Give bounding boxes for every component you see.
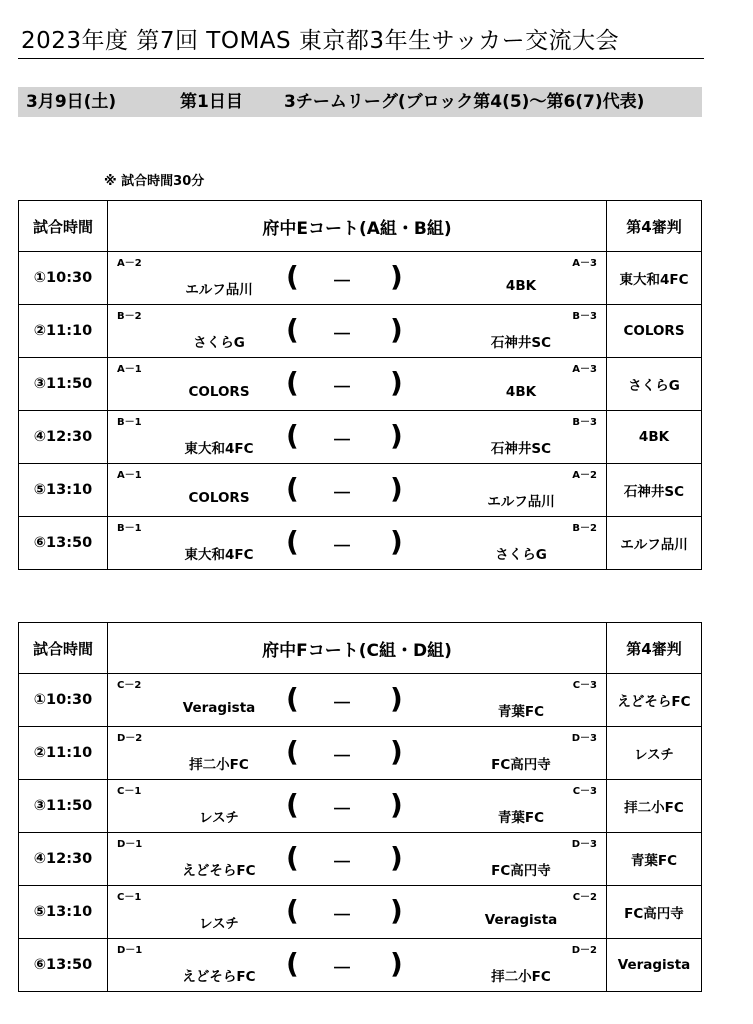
home-team: COLORS	[188, 384, 250, 400]
home-group-code: C－2	[117, 680, 142, 691]
home-team: えどそらFC	[182, 863, 256, 879]
match-cell	[108, 886, 607, 939]
home-group-code: D－1	[117, 839, 143, 850]
away-group-code: B－2	[572, 523, 597, 534]
banner-day: 第1日目	[180, 92, 243, 112]
away-group-code: D－2	[571, 945, 597, 956]
fourth-referee: レスチ	[607, 727, 702, 780]
home-team: エルフ品川	[185, 282, 253, 298]
table-row	[19, 674, 702, 727]
match-time: ③11:50	[19, 780, 108, 833]
away-team: 4BK	[505, 384, 537, 400]
score-close-paren: )	[390, 947, 403, 980]
home-group-code: B－1	[117, 523, 142, 534]
match-time: ②11:10	[19, 727, 108, 780]
match-time: ⑤13:10	[19, 886, 108, 939]
away-team: 石神井SC	[490, 441, 552, 457]
score-dash: －	[332, 534, 352, 558]
home-group-code: A－2	[117, 258, 142, 269]
table-row	[19, 886, 702, 939]
score-close-paren: )	[390, 313, 403, 346]
score-open-paren: (	[286, 841, 299, 874]
away-group-code: A－2	[572, 470, 597, 481]
score-close-paren: )	[390, 894, 403, 927]
match-time: ③11:50	[19, 358, 108, 411]
away-team: 青葉FC	[497, 704, 545, 720]
home-group-code: B－1	[117, 417, 142, 428]
away-team: 4BK	[505, 278, 537, 294]
court-e-schedule-table	[18, 200, 702, 570]
score-dash: －	[332, 744, 352, 768]
away-team: Veragista	[484, 912, 558, 928]
table-row	[19, 305, 702, 358]
home-team: レスチ	[199, 916, 239, 932]
score-dash: －	[332, 850, 352, 874]
fourth-referee: 石神井SC	[607, 464, 702, 517]
home-group-code: D－2	[117, 733, 143, 744]
score-close-paren: )	[390, 682, 403, 715]
away-team: FC高円寺	[491, 757, 551, 773]
fourth-referee: えどそらFC	[607, 674, 702, 727]
match-cell	[108, 833, 607, 886]
table-row	[19, 727, 702, 780]
away-team: FC高円寺	[491, 863, 551, 879]
page-title: 2023年度 第7回 TOMAS 東京都3年生サッカー交流大会	[21, 28, 620, 54]
referee-column-header: 第4審判	[607, 623, 702, 674]
score-open-paren: (	[286, 682, 299, 715]
score-close-paren: )	[390, 735, 403, 768]
fourth-referee: 拝二小FC	[607, 780, 702, 833]
home-team: 東大和4FC	[184, 441, 254, 457]
home-group-code: B－2	[117, 311, 142, 322]
away-team: エルフ品川	[487, 494, 555, 510]
match-cell	[108, 674, 607, 727]
score-close-paren: )	[390, 419, 403, 452]
banner-date: 3月9日(土)	[26, 92, 117, 112]
score-dash: －	[332, 481, 352, 505]
day-banner	[18, 87, 702, 117]
match-duration-note: ※ 試合時間30分	[104, 174, 205, 189]
score-close-paren: )	[390, 472, 403, 505]
table-row	[19, 411, 702, 464]
score-dash: －	[332, 322, 352, 346]
home-team: 東大和4FC	[184, 547, 254, 563]
home-team: 拝二小FC	[189, 757, 249, 773]
away-team: さくらG	[495, 547, 547, 563]
away-group-code: D－3	[571, 733, 597, 744]
score-open-paren: (	[286, 366, 299, 399]
fourth-referee: さくらG	[607, 358, 702, 411]
away-group-code: A－3	[572, 364, 597, 375]
score-close-paren: )	[390, 260, 403, 293]
table-row	[19, 833, 702, 886]
home-team: さくらG	[193, 335, 245, 351]
score-open-paren: (	[286, 947, 299, 980]
banner-format: 3チームリーグ(ブロック第4(5)～第6(7)代表)	[284, 92, 645, 112]
score-close-paren: )	[390, 525, 403, 558]
home-group-code: A－1	[117, 364, 142, 375]
match-cell	[108, 939, 607, 992]
away-group-code: A－3	[572, 258, 597, 269]
fourth-referee: エルフ品川	[607, 517, 702, 570]
court-column-header: 府中Eコート(A組・B組)	[108, 201, 607, 252]
table-row	[19, 252, 702, 305]
match-time: ④12:30	[19, 411, 108, 464]
match-time: ①10:30	[19, 674, 108, 727]
match-time: ①10:30	[19, 252, 108, 305]
table-row	[19, 780, 702, 833]
time-column-header: 試合時間	[19, 623, 108, 674]
match-time: ④12:30	[19, 833, 108, 886]
table-row	[19, 517, 702, 570]
match-cell	[108, 464, 607, 517]
score-open-paren: (	[286, 260, 299, 293]
referee-column-header: 第4審判	[607, 201, 702, 252]
match-cell	[108, 358, 607, 411]
table-row	[19, 358, 702, 411]
score-dash: －	[332, 428, 352, 452]
away-group-code: C－3	[572, 786, 597, 797]
home-group-code: C－1	[117, 892, 142, 903]
fourth-referee: COLORS	[607, 305, 702, 358]
score-open-paren: (	[286, 788, 299, 821]
match-time: ⑥13:50	[19, 939, 108, 992]
score-close-paren: )	[390, 841, 403, 874]
match-time: ⑥13:50	[19, 517, 108, 570]
score-dash: －	[332, 269, 352, 293]
match-time: ⑤13:10	[19, 464, 108, 517]
home-group-code: D－1	[117, 945, 143, 956]
fourth-referee: 東大和4FC	[607, 252, 702, 305]
home-team: えどそらFC	[182, 969, 256, 985]
home-group-code: A－1	[117, 470, 142, 481]
away-group-code: C－2	[572, 892, 597, 903]
away-group-code: C－3	[572, 680, 597, 691]
home-team: レスチ	[199, 810, 239, 826]
table-row	[19, 464, 702, 517]
match-cell	[108, 517, 607, 570]
match-cell	[108, 411, 607, 464]
time-column-header: 試合時間	[19, 201, 108, 252]
score-open-paren: (	[286, 472, 299, 505]
fourth-referee: FC高円寺	[607, 886, 702, 939]
court-f-schedule-table	[18, 622, 702, 992]
home-group-code: C－1	[117, 786, 142, 797]
away-team: 拝二小FC	[491, 969, 551, 985]
fourth-referee: 青葉FC	[607, 833, 702, 886]
match-cell	[108, 305, 607, 358]
score-close-paren: )	[390, 366, 403, 399]
score-open-paren: (	[286, 735, 299, 768]
home-team: Veragista	[182, 700, 256, 716]
match-cell	[108, 252, 607, 305]
fourth-referee: 4BK	[607, 411, 702, 464]
score-dash: －	[332, 956, 352, 980]
court-column-header: 府中Fコート(C組・D組)	[108, 623, 607, 674]
score-close-paren: )	[390, 788, 403, 821]
score-open-paren: (	[286, 525, 299, 558]
match-time: ②11:10	[19, 305, 108, 358]
score-dash: －	[332, 903, 352, 927]
score-open-paren: (	[286, 313, 299, 346]
away-team: 石神井SC	[490, 335, 552, 351]
away-team: 青葉FC	[497, 810, 545, 826]
score-open-paren: (	[286, 419, 299, 452]
table-header-row	[19, 623, 702, 674]
away-group-code: B－3	[572, 417, 597, 428]
table-header-row	[19, 201, 702, 252]
score-dash: －	[332, 691, 352, 715]
away-group-code: B－3	[572, 311, 597, 322]
title-underline	[18, 58, 704, 59]
home-team: COLORS	[188, 490, 250, 506]
away-group-code: D－3	[571, 839, 597, 850]
score-open-paren: (	[286, 894, 299, 927]
score-dash: －	[332, 797, 352, 821]
match-cell	[108, 780, 607, 833]
match-cell	[108, 727, 607, 780]
fourth-referee: Veragista	[607, 939, 702, 992]
table-row	[19, 939, 702, 992]
score-dash: －	[332, 375, 352, 399]
